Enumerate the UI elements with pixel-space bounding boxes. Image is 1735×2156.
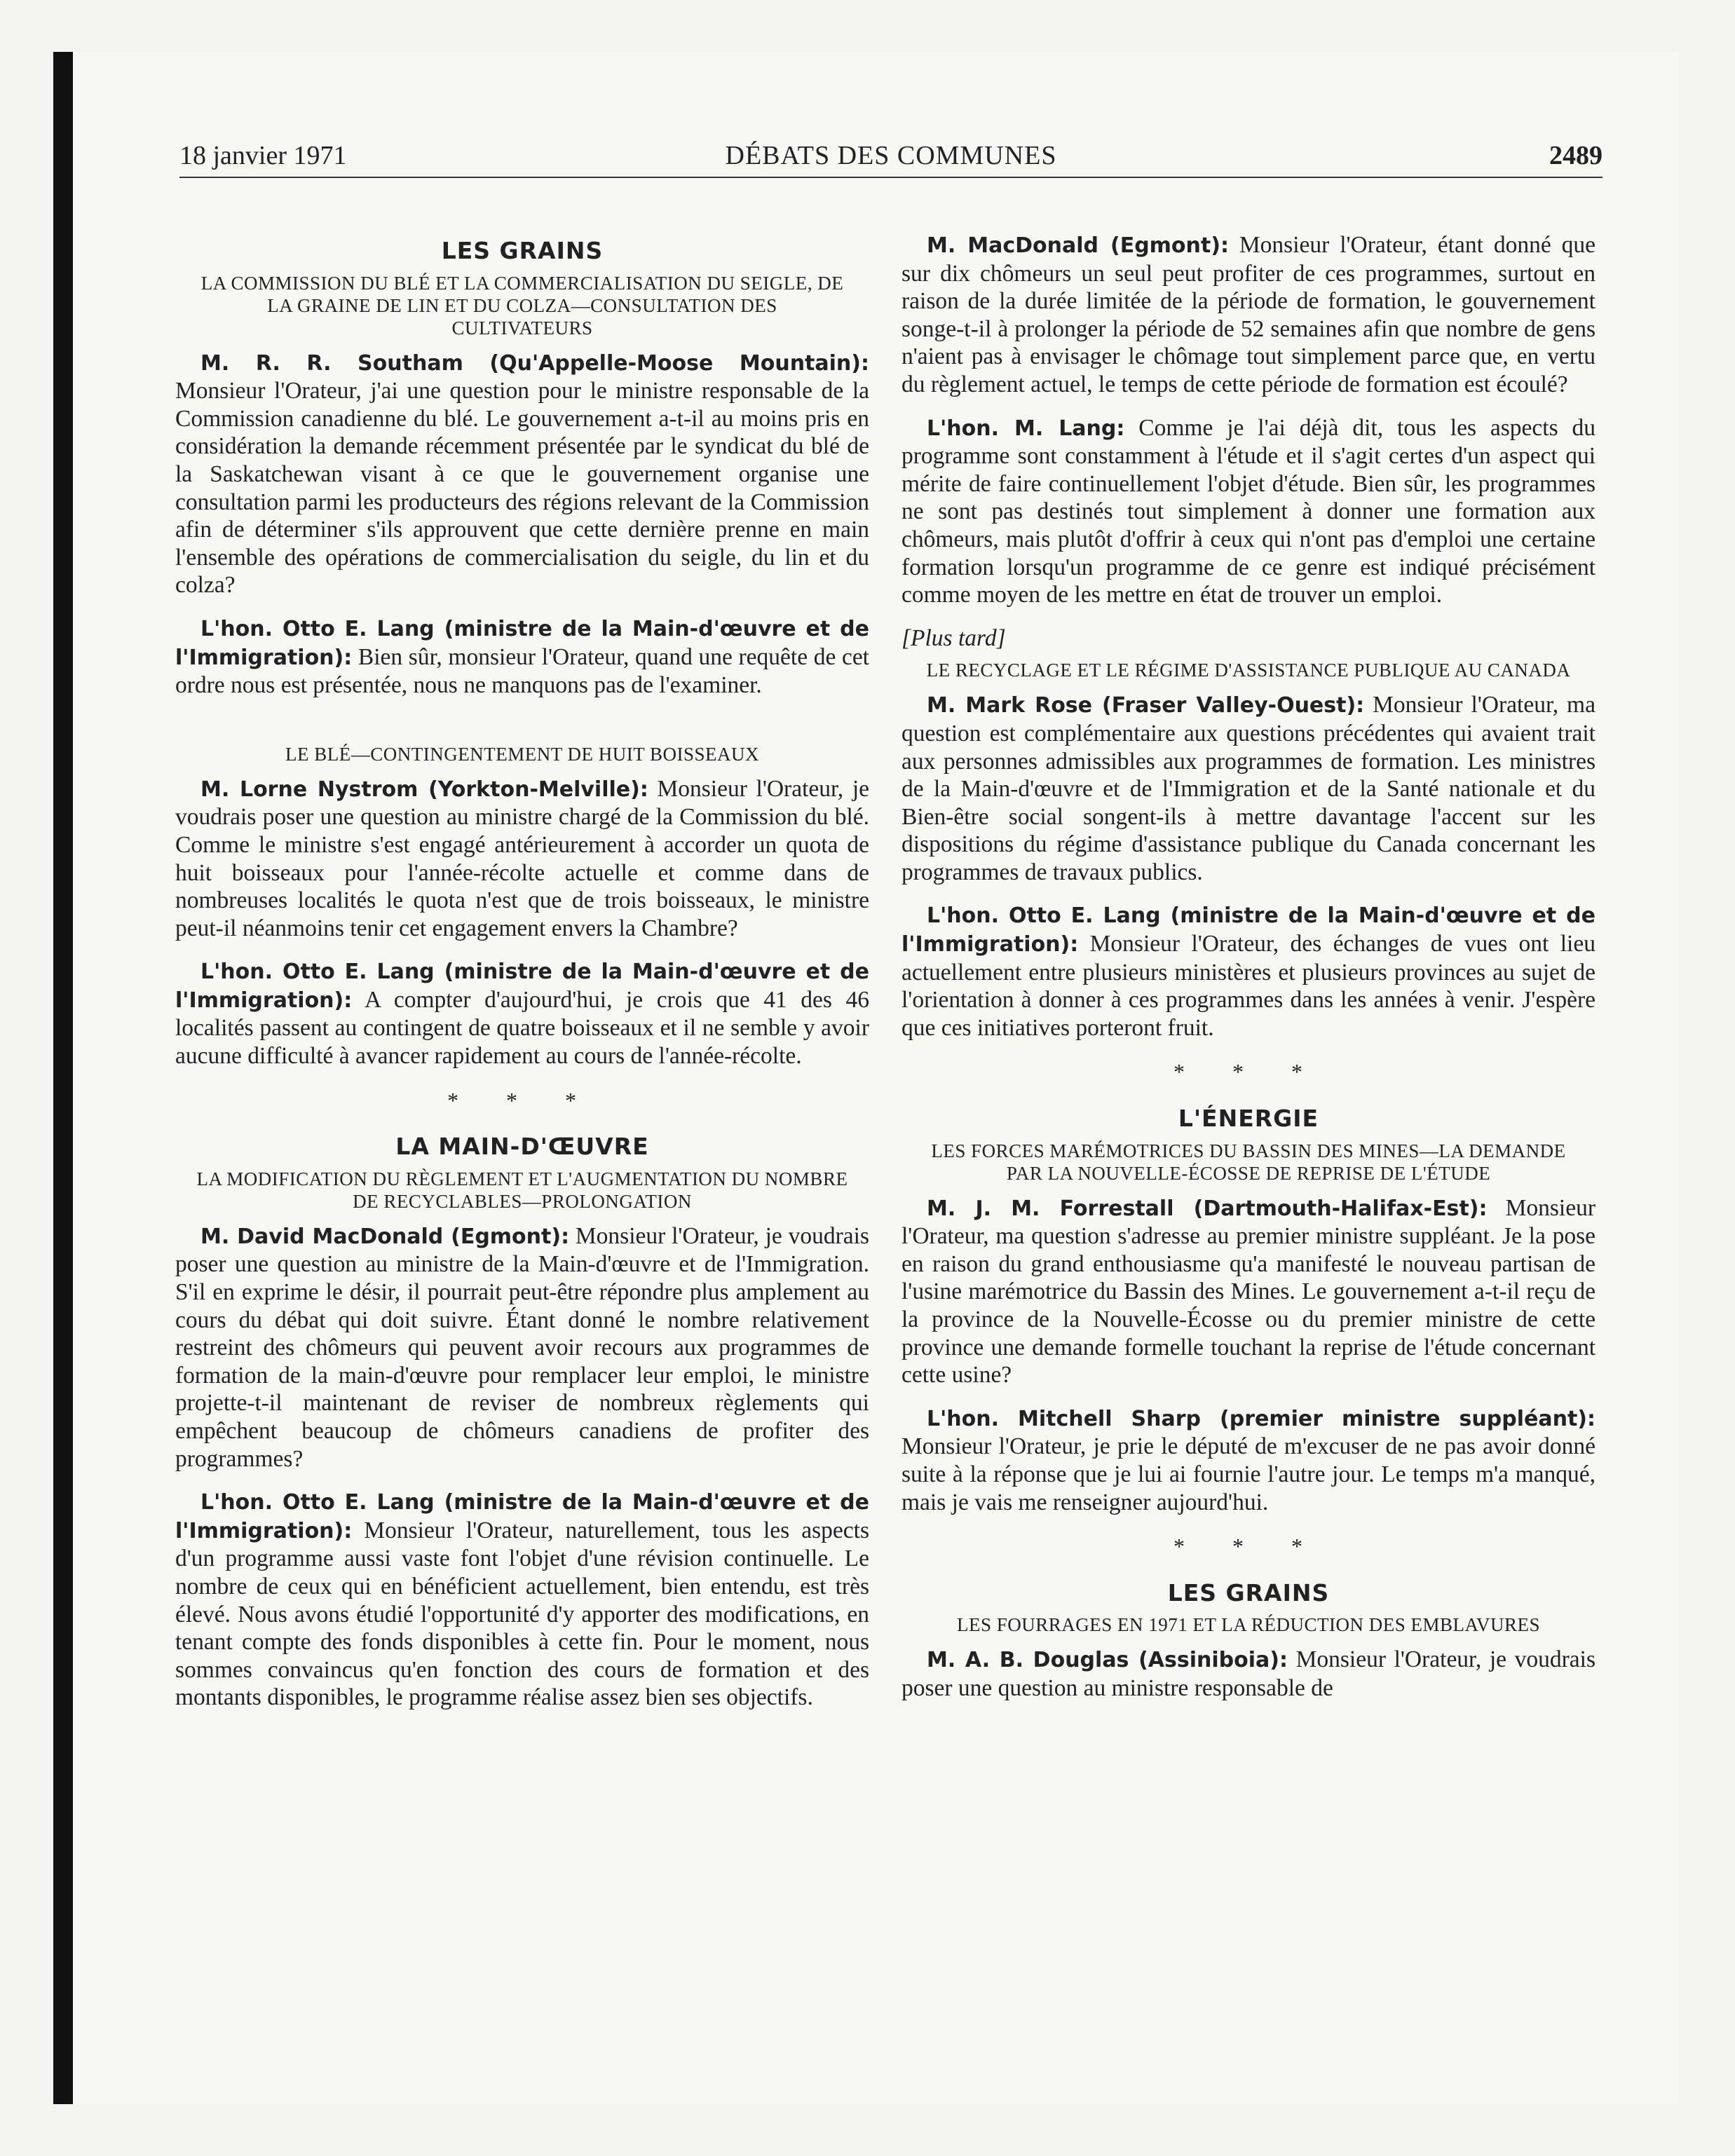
page-number: 2489 [1549,141,1603,170]
speech-text: Monsieur l'Orateur, étant donné que sur dix chômeurs un seul peut profiter de ces programmes, surtout en raison de la durée limitée de la période de formation, le gouvernement songe-t-il à prolonger la période de 52 semaines afin que nombre de gens n'aient pas à envisager le chômage tout simplement parce que, en vertu du règlement actuel, le temps de cette période de formation est écoulé? [901,232,1595,397]
speech-paragraph [901,1405,1595,1516]
section-title: LES GRAINS [1167,1578,1330,1606]
speech-text: Monsieur l'Orateur, je voudrais poser une question au ministre responsable de [901,1646,1595,1701]
speech-paragraph [901,901,1595,1042]
speech-paragraph [901,231,1595,399]
speech-paragraph [175,957,869,1070]
section-subtitle: LE RECYCLAGE ET LE RÉGIME D'ASSISTANCE PUBLIQUE AU CANADA [926,660,1571,681]
speech-paragraph [175,349,869,599]
speaker-name: L'hon. Otto E. Lang (ministre de la Main-d'œuvre et de l'Immigration): [175,1490,869,1543]
speaker-name: M. R. R. Southam (Qu'Appelle-Moose Mountain): [200,350,869,376]
speech-text: Monsieur l'Orateur, naturellement, tous les aspects d'un programme aussi vaste font l'objet d'une révision continuelle. Le nombre de ceux qui en bénéficient actuellement, bien entendu, est très élevé. Nous avons étudié l'opportunité d'y apporter des modifications, en tenant compte des fonds disponibles à cette fin. Pour le moment, nous sommes convaincus qu'en fonction des cours de formation et des montants disponibles, le programme réalise assez bien ses objectifs. [175,1517,869,1711]
speech-paragraph [901,1194,1595,1389]
speaker-name: L'hon. M. Lang: [927,416,1125,441]
speech-paragraph [175,1222,869,1473]
speaker-name: M. David MacDonald (Egmont): [200,1224,570,1249]
section-subtitle: LE BLÉ—CONTINGENTEMENT DE HUIT BOISSEAUX [285,743,759,765]
speech-text: Bien sûr, monsieur l'Orateur, quand une requête de cet ordre nous est présentée, nous ne manquons pas de l'examiner. [175,643,869,699]
section-subtitle: LA MODIFICATION DU RÈGLEMENT ET L'AUGMENTATION DU NOMBRE DE RECYCLABLES—PROLONGATION [196,1168,848,1212]
speaker-name: M. Lorne Nystrom (Yorkton-Melville): [200,777,648,802]
speaker-name: M. J. M. Forrestall (Dartmouth-Halifax-Est): [927,1196,1488,1221]
speech-text: Monsieur l'Orateur, j'ai une question pour le ministre responsable de la Commission canadienne du blé. Le gouvernement a-t-il au moins pris en considération la demande récemment présentée par le syndicat du blé de la Saskatchewan visant à ce que le gouvernement organise une consultation parmi les producteurs des régions relevant de la Commission afin de déterminer s'ils approuvent que cette dernière prenne en main l'ensemble des opérations de commercialisation du seigle, du lin et du colza? [175,378,869,599]
section-title: L'ÉNERGIE [1178,1105,1319,1133]
section-separator: * * * [1173,1059,1324,1085]
right-column [901,231,1595,1718]
speech-text: Monsieur l'Orateur, je voudrais poser une question au ministre chargé de la Commission du blé. Comme le ministre s'est engagé antérieurement à accorder un quota de huit boisseaux pour l'année-récolte actuelle et comme dans de nombreuses localités le quota n'est que de trois boisseaux, le ministre peut-il néanmoins tenir cet engagement envers la Chambre? [175,775,869,941]
speech-text: A compter d'aujourd'hui, je crois que 41 des 46 localités passent au contingent de quatre boisseaux et il ne semble y avoir aucune difficulté à avancer rapidement au cours de l'année-récolte. [175,986,869,1070]
speech-paragraph [901,414,1595,609]
section-subtitle: LES FORCES MARÉMOTRICES DU BASSIN DES MINES—LA DEMANDE PAR LA NOUVELLE-ÉCOSSE DE REPRISE DE L'ÉTUDE [931,1140,1566,1184]
header-date: 18 janvier 1971 [179,141,347,170]
running-header [179,140,1603,178]
speech-text: Comme je l'ai déjà dit, tous les aspects du programme sont constamment à l'étude et il s'agit certes d'un aspect qui mérite de faire continuellement l'objet d'étude. Bien sûr, les programmes ne sont pas destinés tout simplement à donner une formation aux chômeurs, mais plutôt d'offrir à ceux qui n'ont pas d'emploi une certaine formation lorsqu'un programme de ce genre est indiqué précisément comme moyen de les mettre en état de trouver un emploi. [901,414,1595,608]
section-subtitle: LA COMMISSION DU BLÉ ET LA COMMERCIALISATION DU SEIGLE, DE LA GRAINE DE LIN ET DU COLZA—CONSULTATION DES CULTIVATEURS [200,272,844,339]
speech-text: Monsieur l'Orateur, je prie le député de m'excuser de ne pas avoir donné suite à la réponse que je lui ai fournie l'autre jour. Le temps m'a manqué, mais je vais me renseigner aujourd'hui. [901,1433,1595,1515]
section-title: LES GRAINS [441,237,604,264]
editorial-note: [Plus tard] [901,625,1006,651]
section-separator: * * * [447,1087,597,1113]
section-subtitle: LES FOURRAGES EN 1971 ET LA RÉDUCTION DES EMBLAVURES [956,1614,1541,1636]
speech-paragraph [901,691,1595,886]
spacer [175,715,869,743]
speaker-name: M. A. B. Douglas (Assiniboia): [927,1648,1288,1673]
section-title: LA MAIN-D'ŒUVRE [395,1133,649,1161]
speaker-name: M. Mark Rose (Fraser Valley-Ouest): [927,693,1365,718]
speaker-name: L'hon. Otto E. Lang (ministre de la Main-d'œuvre et de l'Immigration): [175,960,869,1013]
speaker-name: M. MacDonald (Egmont): [927,233,1229,258]
speaker-name: L'hon. Mitchell Sharp (premier ministre suppléant): [927,1406,1595,1431]
speaker-name: L'hon. Otto E. Lang (ministre de la Main-d'œuvre et de l'Immigration): [901,903,1595,957]
speech-text: Monsieur l'Orateur, je voudrais poser une question au ministre de la Main-d'œuvre et de l'Immigration. S'il en exprime le désir, il pourrait peut-être répondre plus amplement au cours du débat qui doit suivre. Étant donné le nombre relativement restreint des chômeurs qui peuvent avoir recours aux programmes de formation de la main-d'œuvre pour remplacer leur emploi, le ministre projette-t-il maintenant de reviser de nombreux règlements qui empêchent beaucoup de chômeurs canadiens de profiter des programmes? [175,1222,869,1472]
left-column [175,231,869,1727]
header-title: DÉBATS DES COMMUNES [725,141,1057,170]
speaker-name: L'hon. Otto E. Lang (ministre de la Main-d'œuvre et de l'Immigration): [175,616,869,670]
speech-paragraph [175,775,869,943]
speech-paragraph [175,615,869,700]
speech-text: Monsieur l'Orateur, ma question est complémentaire aux questions précédentes qui avaient trait aux personnes admissibles aux programmes de formation. Les ministres de la Main-d'œuvre et de l'Immigration et de la Santé nationale et du Bien-être social songent-ils à mettre davantage l'accent sur les dispositions du régime d'assistance publique du Canada concernant les programmes de travaux publics. [901,692,1595,885]
speech-paragraph [175,1488,869,1712]
section-separator: * * * [1173,1534,1324,1560]
speech-text: Monsieur l'Orateur, ma question s'adresse au premier ministre suppléant. Je la pose en raison du grand enthousiasme qu'a manifesté le nouveau partisan de l'usine marémotrice du Bassin des Mines. Le gouvernement a-t-il reçu de la province de la Nouvelle-Écosse ou du premier ministre de cette province une demande formelle touchant la reprise de l'étude concernant cette usine? [901,1194,1596,1389]
speech-paragraph [901,1646,1595,1702]
scan-binding-edge [53,52,73,2104]
speech-text: Monsieur l'Orateur, des échanges de vues ont lieu actuellement entre plusieurs ministères et plusieurs provinces au sujet de l'orientation à donner à ces programmes dans les années à venir. J'espère que ces initiatives porteront fruit. [901,931,1595,1041]
